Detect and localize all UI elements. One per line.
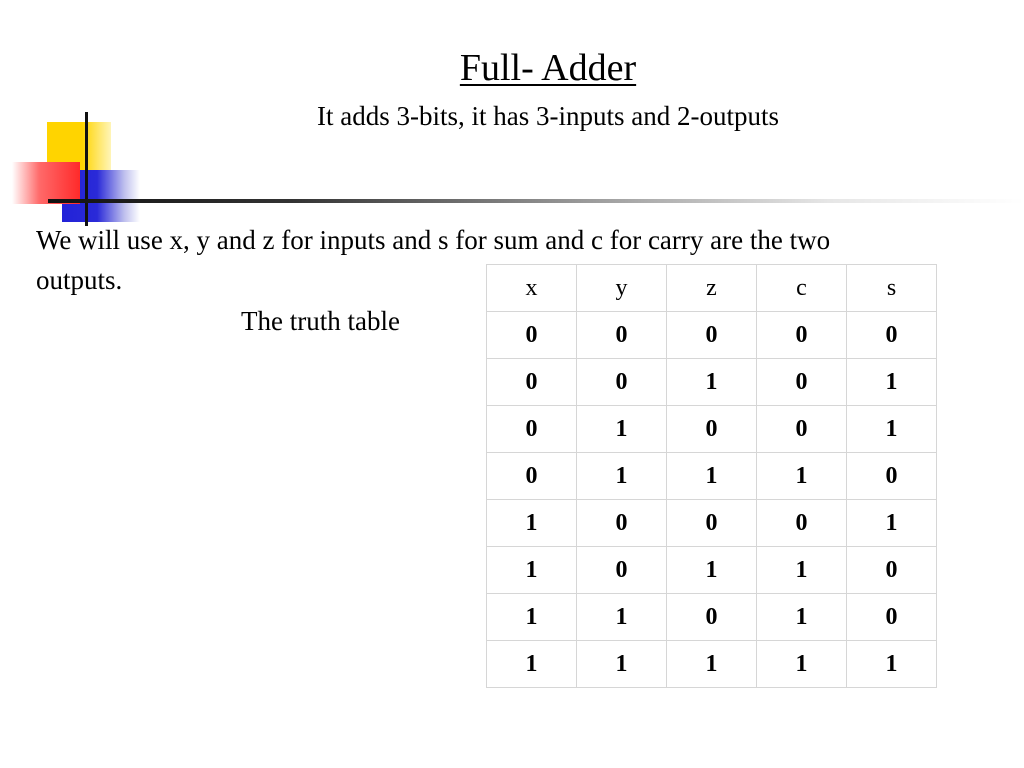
header-z: z <box>667 265 757 312</box>
cell: 0 <box>667 406 757 453</box>
cell: 0 <box>757 312 847 359</box>
slide-title: Full- Adder <box>459 47 637 89</box>
cell: 0 <box>847 547 937 594</box>
cell: 0 <box>577 359 667 406</box>
header-y: y <box>577 265 667 312</box>
cell: 0 <box>847 312 937 359</box>
cell: 1 <box>667 641 757 688</box>
cell: 0 <box>487 453 577 500</box>
cell: 1 <box>667 359 757 406</box>
cell: 1 <box>577 594 667 641</box>
cell: 1 <box>667 453 757 500</box>
body-text-line-2: outputs. <box>36 265 123 295</box>
cell: 0 <box>757 359 847 406</box>
decorative-red-square <box>12 162 80 204</box>
cell: 1 <box>847 641 937 688</box>
cell: 0 <box>847 594 937 641</box>
table-row <box>487 453 937 500</box>
cell: 1 <box>487 594 577 641</box>
cell: 1 <box>757 547 847 594</box>
truth-table <box>486 264 937 688</box>
body-text-line-1: We will use x, y and z for inputs and s for sum and c for carry are the two <box>36 225 831 255</box>
cell: 1 <box>577 453 667 500</box>
cell: 0 <box>667 594 757 641</box>
table-row <box>487 500 937 547</box>
table-row <box>487 594 937 641</box>
table-row <box>487 547 937 594</box>
cell: 1 <box>487 641 577 688</box>
cell: 0 <box>487 406 577 453</box>
cell: 1 <box>487 500 577 547</box>
cell: 1 <box>757 453 847 500</box>
header-x: x <box>487 265 577 312</box>
cell: 0 <box>667 500 757 547</box>
cell: 0 <box>577 547 667 594</box>
table-row <box>487 641 937 688</box>
cell: 1 <box>757 641 847 688</box>
cell: 0 <box>577 500 667 547</box>
slide-subtitle: It adds 3-bits, it has 3-inputs and 2-outputs <box>317 101 779 131</box>
cell: 0 <box>847 453 937 500</box>
cell: 1 <box>847 500 937 547</box>
cell: 0 <box>757 406 847 453</box>
cell: 0 <box>577 312 667 359</box>
table-caption: The truth table <box>241 306 400 336</box>
cell: 1 <box>577 641 667 688</box>
header-s: s <box>847 265 937 312</box>
cell: 1 <box>847 406 937 453</box>
table-row <box>487 406 937 453</box>
table-header-row <box>487 265 937 312</box>
header-c: c <box>757 265 847 312</box>
cell: 1 <box>667 547 757 594</box>
decorative-horizontal-line <box>48 199 1024 203</box>
table-row <box>487 359 937 406</box>
cell: 1 <box>577 406 667 453</box>
cell: 1 <box>847 359 937 406</box>
cell: 0 <box>667 312 757 359</box>
cell: 1 <box>757 594 847 641</box>
cell: 0 <box>487 312 577 359</box>
cell: 1 <box>487 547 577 594</box>
cell: 0 <box>487 359 577 406</box>
table-row <box>487 312 937 359</box>
cell: 0 <box>757 500 847 547</box>
